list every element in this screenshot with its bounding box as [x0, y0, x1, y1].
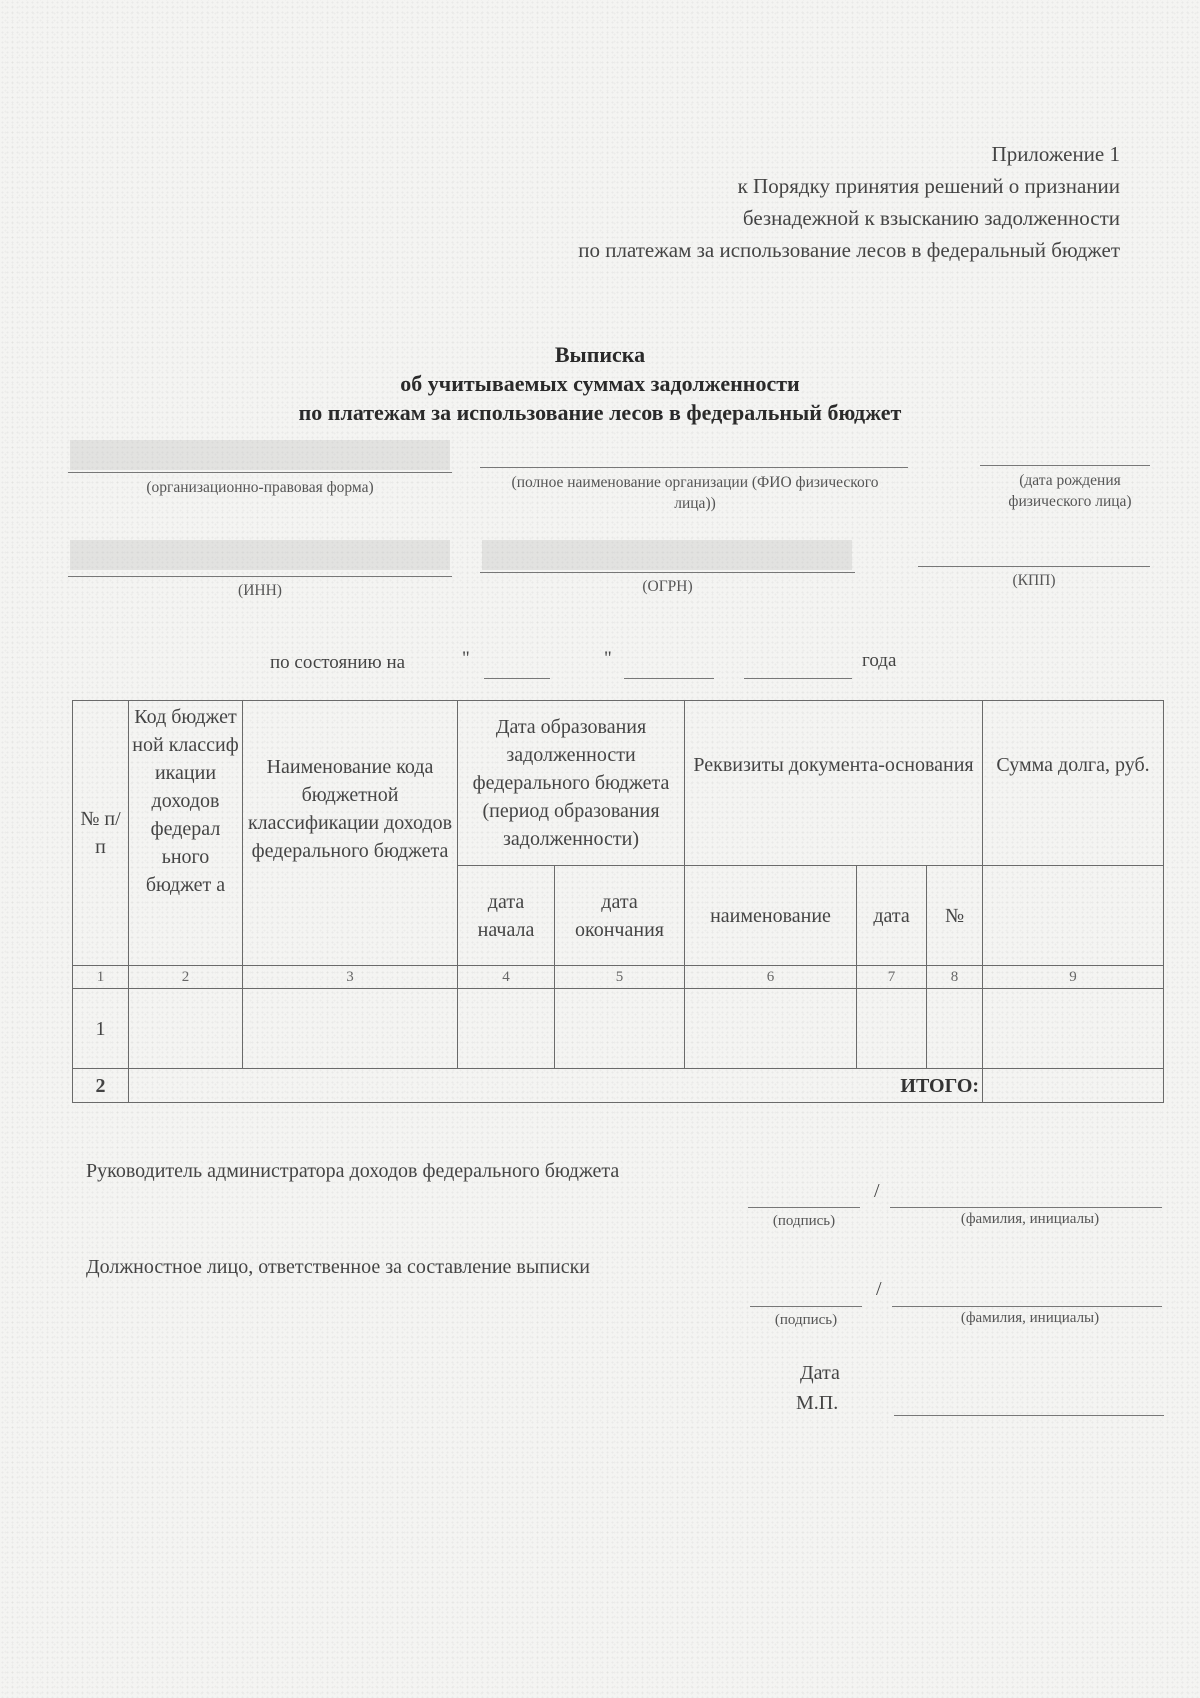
- responsible-signature-line[interactable]: [750, 1306, 862, 1307]
- header-code: Код бюджет ной классиф икации доходов федерал ьного бюджет а: [129, 701, 243, 966]
- responsible-signature-label: Должностное лицо, ответственное за составление выписки: [86, 1256, 591, 1278]
- date-line[interactable]: [894, 1415, 1164, 1416]
- table-header-row: [73, 701, 1164, 866]
- year-line[interactable]: [744, 678, 852, 679]
- appendix-line-1: Приложение 1: [991, 142, 1120, 166]
- cell-doc-date[interactable]: [857, 989, 927, 1069]
- kpp-caption: (КПП): [1012, 572, 1056, 589]
- head-name-line[interactable]: [890, 1207, 1162, 1208]
- birth-date-line[interactable]: [980, 465, 1150, 466]
- cell-code-name[interactable]: [243, 989, 458, 1069]
- appendix-header: [578, 140, 1120, 264]
- date-label: Дата: [800, 1362, 840, 1384]
- header-doc-name: наименование: [685, 866, 857, 966]
- header-doc-group: Реквизиты документа-основания: [685, 701, 983, 866]
- total-num: 2: [73, 1069, 129, 1103]
- org-form-caption: (организационно-правовая форма): [146, 479, 374, 496]
- cell-doc-no[interactable]: [927, 989, 983, 1069]
- responsible-name-caption: (фамилия, инициалы): [960, 1310, 1100, 1326]
- col-number: 9: [983, 966, 1164, 989]
- org-name-caption: (полное наименование организации (ФИО физического лица)): [511, 474, 879, 512]
- header-doc-no: №: [927, 866, 983, 966]
- header-num: № п/п: [73, 701, 129, 966]
- kpp-line[interactable]: [918, 566, 1150, 567]
- header-doc-date: дата: [857, 866, 927, 966]
- header-sum: Сумма долга, руб.: [983, 701, 1164, 866]
- cell-sum[interactable]: [983, 989, 1164, 1069]
- header-date-group: Дата образования задолженности федерального бюджета (период образования задолженности): [458, 701, 685, 866]
- appendix-line-2: к Порядку принятия решений о признании: [737, 174, 1120, 198]
- header-sum-empty: [983, 866, 1164, 966]
- col-number: 2: [129, 966, 243, 989]
- org-name-line[interactable]: [480, 467, 908, 468]
- header-code-name: Наименование кода бюджетной классификации доходов федерального бюджета: [243, 701, 458, 966]
- appendix-line-3: безнадежной к взысканию задолженности: [742, 206, 1120, 230]
- document-title: [0, 340, 1200, 427]
- total-label: ИТОГО:: [129, 1069, 983, 1103]
- total-row: [73, 1069, 1164, 1103]
- title-line-3: по платежам за использование лесов в федеральный бюджет: [298, 400, 902, 425]
- ogrn-line[interactable]: [480, 572, 855, 573]
- head-slash: /: [874, 1180, 880, 1202]
- org-form-fill: [70, 440, 450, 470]
- col-number: 5: [555, 966, 685, 989]
- month-line[interactable]: [624, 678, 714, 679]
- col-number: 3: [243, 966, 458, 989]
- ogrn-caption: (ОГРН): [642, 578, 693, 595]
- header-date-end: дата окончания: [555, 866, 685, 966]
- total-sum[interactable]: [983, 1069, 1164, 1103]
- debt-table: [72, 700, 1164, 1103]
- column-number-row: [73, 966, 1164, 989]
- org-form-line[interactable]: [68, 472, 452, 473]
- head-signature-line[interactable]: [748, 1207, 860, 1208]
- title-line-1: Выписка: [554, 342, 646, 367]
- head-signature-caption: (подпись): [772, 1213, 836, 1229]
- table-row: [73, 989, 1164, 1069]
- header-date-start: дата начала: [458, 866, 555, 966]
- inn-caption: (ИНН): [238, 582, 282, 599]
- responsible-name-line[interactable]: [892, 1306, 1162, 1307]
- quote-close: ": [604, 648, 612, 669]
- row-num: 1: [73, 989, 129, 1069]
- birth-date-caption: (дата рождения физического лица): [1008, 472, 1132, 510]
- responsible-slash: /: [876, 1278, 882, 1300]
- cell-date-start[interactable]: [458, 989, 555, 1069]
- year-word: года: [862, 650, 897, 671]
- responsible-signature-caption: (подпись): [774, 1312, 838, 1328]
- inn-line[interactable]: [68, 576, 452, 577]
- col-number: 4: [458, 966, 555, 989]
- stamp-label: М.П.: [796, 1392, 839, 1414]
- cell-doc-name[interactable]: [685, 989, 857, 1069]
- as-of-label: по состоянию на: [270, 652, 406, 673]
- appendix-line-4: по платежам за использование лесов в федеральный бюджет: [578, 238, 1120, 262]
- inn-fill: [70, 540, 450, 570]
- head-signature-label: Руководитель администратора доходов федерального бюджета: [86, 1160, 620, 1182]
- head-name-caption: (фамилия, инициалы): [960, 1211, 1100, 1227]
- col-number: 7: [857, 966, 927, 989]
- col-number: 8: [927, 966, 983, 989]
- ogrn-fill: [482, 540, 852, 570]
- cell-code[interactable]: [129, 989, 243, 1069]
- day-line[interactable]: [484, 678, 550, 679]
- col-number: 6: [685, 966, 857, 989]
- col-number: 1: [73, 966, 129, 989]
- quote-open: ": [462, 648, 470, 669]
- title-line-2: об учитываемых суммах задолженности: [400, 371, 800, 396]
- cell-date-end[interactable]: [555, 989, 685, 1069]
